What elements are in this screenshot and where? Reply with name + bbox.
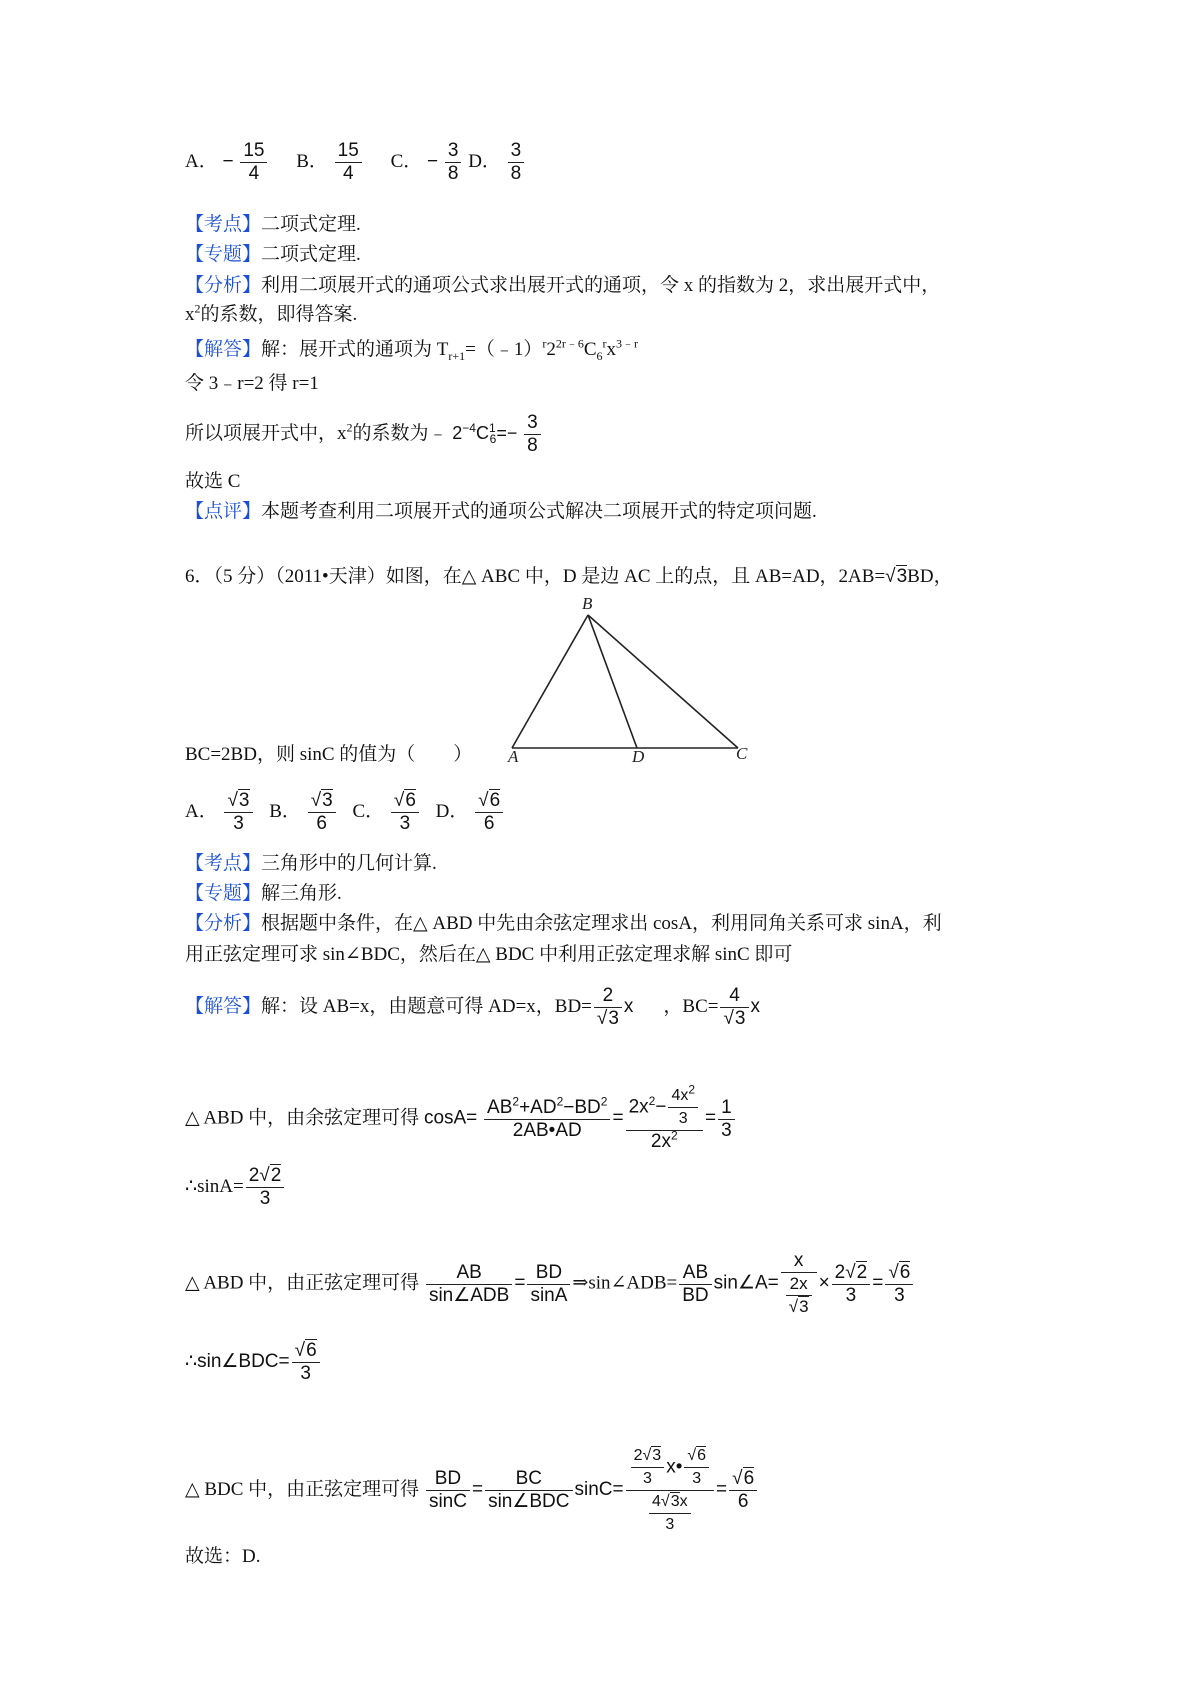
q6-bd-x: x: [623, 995, 634, 1017]
q6-zhuanti-tag: 【专题】: [185, 883, 262, 904]
q6-s2-frac-2-num: BC: [485, 1468, 572, 1491]
q6-s2-frac-1-num: BD: [426, 1468, 470, 1491]
q6-fenxi-tag: 【分析】: [185, 913, 262, 934]
q5-option-c: [390, 140, 469, 184]
q6-s1-frac-6-num: √6: [885, 1262, 913, 1285]
q5-dianping: [185, 500, 817, 524]
q5-suoyi-den: 8: [527, 435, 538, 456]
q6-option-a-den: 3: [233, 813, 244, 834]
q6-cos-frac-2-den: $2x^2$: [650, 1128, 678, 1152]
q5-zhuanti-text: 二项式定理.: [261, 244, 361, 265]
q6-s2-eq-1: =: [471, 1478, 484, 1500]
q6-guxuan: [185, 1545, 260, 1569]
q5-option-d: [468, 140, 526, 184]
q6-option-c-letter: C．: [352, 800, 385, 822]
q6-sine-step-1-text: △ ABD 中，由正弦定理可得: [185, 1272, 420, 1294]
edge-ba: [512, 615, 588, 748]
q6-option-d-letter: D．: [435, 800, 469, 822]
q6-cos-step: [185, 1082, 737, 1153]
q5-option-c-num: 3: [445, 140, 462, 163]
q6-jieda-text: 解：设 AB=x，由题意可得 AD=x，BD=: [261, 995, 592, 1017]
q6-s1-frac-1: [426, 1262, 512, 1307]
q5-option-c-den: 8: [447, 163, 459, 184]
q6-sinA-text: ∴sinA=: [185, 1175, 244, 1197]
q6-s2-frac-2: [485, 1468, 572, 1513]
label-b: B: [582, 595, 593, 613]
q6-fenxi-text-1: 根据题中条件，在△ ABD 中先由余弦定理求出 cosA，利用同角关系可求 sinA，利: [261, 913, 942, 934]
q6-sinA-num: 2√2: [246, 1165, 285, 1188]
q6-s1-frac-6: [885, 1262, 913, 1307]
q5-suoyi: 所以项展开式中，$x^2$的系数为﹣ $2^{-4}C^1_6=-$ $\frac{3}{8}$: [185, 412, 543, 457]
q6-jieda: [185, 985, 760, 1030]
q6-sinA-den: 3: [259, 1188, 271, 1209]
q5-option-d-num: 3: [508, 140, 525, 163]
q6-s1-frac-3: [679, 1262, 711, 1307]
q6-s1-frac-4-num: x: [781, 1250, 817, 1273]
q6-option-c: [352, 790, 420, 834]
q5-fenxi-tag: 【分析】: [185, 275, 262, 296]
q5-option-d-den: 8: [510, 163, 522, 184]
q6-option-b: [269, 790, 337, 834]
q6-s2-frac-4-num: √6: [729, 1468, 757, 1491]
q6-cos-eq-1: =: [612, 1107, 624, 1129]
q5-jieda-text: 解：展开式的通项为 T: [261, 339, 449, 360]
q6-option-b-den: 6: [316, 813, 327, 834]
q6-sinA-step: [185, 1165, 286, 1210]
q6-option-b-frac: [308, 790, 336, 835]
q6-s1-frac-1-den: sin∠ADB: [428, 1284, 510, 1306]
q6-s1-frac-2: [527, 1262, 570, 1307]
q5-option-c-sign: −: [427, 150, 439, 172]
q5-suoyi-text-b: 的系数为﹣: [352, 422, 448, 444]
q5-zhuanti: [185, 243, 361, 267]
q6-s2-frac-1: [426, 1468, 470, 1513]
q6-sinBDC-den: 3: [300, 1363, 311, 1384]
q5-option-a: [185, 140, 274, 184]
q6-s2-frac-2-den: sin∠BDC: [488, 1491, 570, 1512]
q6-option-b-letter: B．: [269, 800, 301, 822]
q5-option-b-letter: B．: [296, 150, 328, 172]
q5-option-a-letter: A．: [185, 150, 218, 172]
q5-option-a-den: 4: [248, 163, 260, 184]
q5-kaodian-text: 二项式定理.: [261, 214, 361, 235]
q6-jieda-tag: 【解答】: [185, 995, 262, 1017]
q6-s2-frac-3: [626, 1445, 714, 1536]
q5-option-c-frac: [445, 140, 462, 185]
q6-s1-implies: ⇒sin∠ADB=: [572, 1272, 678, 1294]
q5-jieda-formula: $_{r+1}=(﹣1)^r2^{2r﹣6}C_6^rx^{3﹣r}$: [448, 336, 639, 363]
q6-s1-frac-2-num: BD: [527, 1262, 570, 1285]
q5-option-a-frac: [240, 140, 267, 185]
q5-dianping-text: 本题考查利用二项展开式的通项公式解决二项展开式的特定项问题.: [261, 501, 817, 522]
q6-s1-frac-4: [781, 1250, 817, 1318]
q6-option-b-num: √3: [308, 790, 336, 813]
q6-option-c-num: √6: [391, 790, 419, 813]
q6-option-a: [185, 790, 255, 834]
q6-cos-frac-3-den: 3: [721, 1119, 732, 1141]
q6-s1-times: ×: [818, 1272, 830, 1294]
q6-fenxi-text-2: 用正弦定理可求 sin∠BDC，然后在△ BDC 中利用正弦定理求解 sinC 即可: [185, 944, 793, 965]
q6-bc-num: 4: [720, 985, 748, 1008]
q5-fenxi-text-1: 利用二项展开式的通项公式求出展开式的通项，令 x 的指数为 2，求出展开式中，: [261, 275, 941, 296]
q6-sinBDC-expr: sin∠BDC=: [197, 1350, 290, 1372]
q6-jieda-text-b: ，BC=: [663, 995, 719, 1017]
q6-bd-den: √3: [596, 1008, 619, 1029]
q5-kaodian-tag: 【考点】: [185, 214, 262, 235]
q6-stem-text-1-end: BD，: [907, 566, 953, 587]
q5-option-b-frac: [335, 140, 362, 185]
q5-jieda-tag: 【解答】: [185, 339, 262, 360]
q6-option-a-frac: [224, 790, 252, 835]
q5-options: [185, 140, 526, 185]
q6-cos-frac-2: [626, 1082, 703, 1153]
q6-bc-frac: [720, 985, 748, 1030]
q6-s2-sinC: sinC=: [574, 1478, 624, 1500]
q6-stem-text-2: BC=2BD，则 sinC 的值为（ ）: [185, 744, 473, 765]
q5-kaodian: [185, 213, 361, 237]
q5-option-c-letter: C．: [390, 150, 423, 172]
q6-s1-frac-1-num: AB: [426, 1262, 512, 1285]
q6-fenxi-line-2: [185, 943, 792, 967]
q6-option-a-num: √3: [224, 790, 252, 813]
q6-option-d: [435, 790, 506, 834]
q6-sinBDC-num: √6: [292, 1340, 320, 1363]
q6-cos-expr: cosA=: [423, 1107, 478, 1129]
q6-option-c-frac: [391, 790, 419, 835]
q5-suoyi-text: 所以项展开式中，x: [185, 422, 347, 444]
label-c: C: [736, 744, 748, 763]
edge-bd: [588, 615, 637, 748]
q5-ling: [185, 372, 319, 396]
q6-sine-step-2-text: △ BDC 中，由正弦定理可得: [185, 1478, 420, 1500]
q6-s2-frac-4: [729, 1468, 757, 1513]
q6-cos-frac-1-den: 2AB•AD: [512, 1119, 582, 1141]
label-d: D: [632, 747, 645, 765]
q6-s1-frac-3-den: BD: [682, 1284, 709, 1306]
label-a: A: [508, 747, 519, 765]
q5-guxuan-text: 故选 C: [185, 471, 241, 492]
q5-suoyi-num: 3: [524, 412, 541, 435]
q6-cos-frac-1: [484, 1094, 610, 1142]
q6-s1-eq-1: =: [514, 1272, 526, 1294]
q6-kaodian-tag: 【考点】: [185, 853, 262, 874]
q6-option-d-num: √6: [475, 790, 503, 813]
q6-option-c-rad: 6: [405, 790, 416, 811]
q6-options: [185, 790, 505, 835]
q6-triangle-figure: [500, 595, 760, 765]
q6-stem-line-1: [185, 565, 953, 589]
q6-sinA-frac: [246, 1165, 285, 1210]
q6-bd-num: 2: [594, 985, 622, 1008]
q6-s2-frac-3-num: $\frac{2√3}{3}$ x• $\frac{√6}{3}$: [626, 1445, 714, 1491]
q5-option-d-frac: [508, 140, 525, 185]
q6-fenxi-line-1: [185, 912, 942, 936]
q6-s1-frac-6-den: 3: [894, 1284, 905, 1306]
q5-guxuan: [185, 470, 240, 494]
q6-bc-x: x: [750, 995, 760, 1017]
q6-sinBDC-text: ∴: [185, 1350, 198, 1372]
q6-bc-den: √3: [723, 1008, 746, 1029]
q6-guxuan-text: 故选：D.: [185, 1546, 261, 1567]
q6-sine-step-1: [185, 1250, 915, 1318]
q6-s2-frac-4-den: 6: [737, 1491, 749, 1512]
q6-bd-frac: [594, 985, 622, 1030]
q5-fenxi-line-1: [185, 274, 940, 298]
q6-option-a-letter: A．: [185, 800, 218, 822]
q6-kaodian: [185, 852, 437, 876]
q6-s1-frac-3-num: AB: [679, 1262, 711, 1285]
q6-sinBDC-frac: [292, 1340, 320, 1385]
q5-suoyi-frac: [524, 412, 541, 457]
q5-option-b: [296, 140, 368, 184]
q6-option-d-rad: 6: [489, 790, 501, 811]
q5-option-a-num: 15: [240, 140, 267, 163]
q6-cos-frac-3-num: 1: [718, 1097, 735, 1120]
q5-option-b-num: 15: [335, 140, 362, 163]
q6-option-d-frac: [475, 790, 503, 835]
q5-fenxi-line-2: [185, 303, 357, 327]
q6-s2-frac-1-den: sinC: [428, 1491, 467, 1512]
q6-sinBDC-step: [185, 1340, 322, 1385]
q6-s1-eq-2: =: [872, 1272, 884, 1294]
q6-stem-text-1: 6．（5 分）（2011•天津）如图，在△ ABC 中，D 是边 AC 上的点，且 AB=AD，2AB=: [185, 566, 886, 587]
q6-cos-frac-2-num: $2x^2-$ $\frac{4x^2}{3}$: [626, 1085, 703, 1131]
q6-s1-frac-5: [832, 1262, 871, 1307]
q5-fenxi-text-2: 的系数，即得答案.: [200, 304, 358, 325]
q6-stem-line-2: [185, 743, 472, 767]
q6-option-c-den: 3: [399, 813, 411, 834]
q6-option-b-rad: 3: [322, 790, 333, 811]
q6-zhuanti: [185, 882, 342, 906]
q6-s1-frac-5-num: 2√2: [832, 1262, 871, 1285]
q5-zhuanti-tag: 【专题】: [185, 244, 262, 265]
q6-stem-sqrt3: √3: [885, 566, 908, 587]
q6-option-a-rad: 3: [238, 790, 250, 811]
q5-dianping-tag: 【点评】: [185, 501, 262, 522]
q5-option-d-letter: D．: [468, 150, 501, 172]
q6-cos-frac-1-num: $AB^2+AD^2-BD^2$: [484, 1097, 610, 1120]
q6-s2-frac-3-den: $\frac{4√3x}{3}$: [626, 1491, 714, 1536]
q6-cos-eq-2: =: [705, 1107, 717, 1129]
q6-s1-frac-2-den: sinA: [530, 1284, 568, 1306]
edge-bc: [588, 615, 738, 748]
q6-s2-eq-2: =: [716, 1478, 728, 1500]
q5-jieda: [185, 338, 638, 362]
q6-option-d-den: 6: [483, 813, 495, 834]
q6-s1-frac-4-den: $\frac{2x}{√3}$: [781, 1273, 817, 1318]
q6-cos-frac-3: [718, 1097, 735, 1142]
q5-option-a-sign: −: [222, 150, 234, 172]
q5-fenxi-x2: $x^2$: [185, 301, 201, 325]
q6-s1-sinA: sin∠A=: [713, 1272, 779, 1294]
q6-sine-step-2: [185, 1445, 759, 1536]
q5-option-b-den: 4: [342, 163, 354, 184]
q6-s1-frac-5-den: 3: [845, 1284, 857, 1306]
q5-suoyi-expr: $2^{-4}C^1_6=-$: [452, 420, 518, 447]
q6-kaodian-text: 三角形中的几何计算.: [261, 853, 437, 874]
q6-zhuanti-text: 解三角形.: [261, 883, 342, 904]
q6-cos-step-text: △ ABD 中，由余弦定理可得: [185, 1107, 420, 1129]
q5-ling-text: 令 3﹣r=2 得 r=1: [185, 373, 319, 394]
